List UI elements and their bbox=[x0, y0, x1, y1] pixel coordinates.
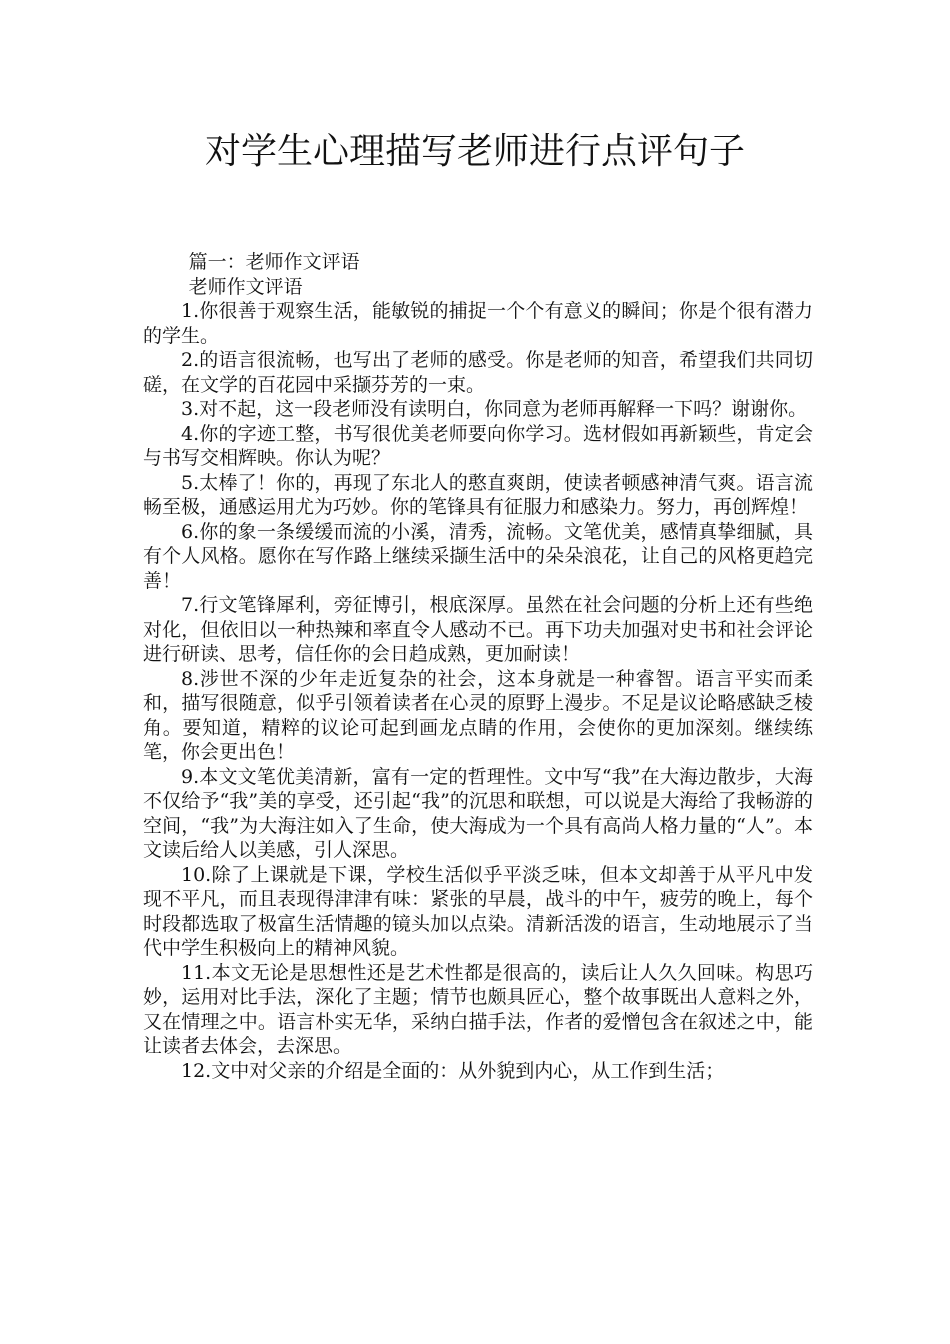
comment-paragraph-11: 11.本文无论是思想性还是艺术性都是很高的，读后让人久久回味。构思巧妙，运用对比手法，深化了主题；情节也颇具匠心，整个故事既出人意料之外，又在情理之中。语言朴实无华，采纳白描手法，作者的爱憎包含在叙述之中，能让读者去体会，去深思。 bbox=[143, 961, 813, 1057]
comment-paragraph-4: 4.你的字迹工整，书写很优美老师要向你学习。选材假如再新颖些，肯定会与书写交相辉映。你认为呢？ bbox=[143, 422, 813, 469]
document-title: 对学生心理描写老师进行点评句子 bbox=[204, 131, 745, 172]
comment-paragraph-7: 7.行文笔锋犀利，旁征博引，根底深厚。虽然在社会问题的分析上还有些绝对化，但依旧以一种热辣和率直令人感动不已。再下功夫加强对史书和社会评论进行研读、思考，信任你的会日趋成熟，更加耐读！ bbox=[143, 594, 813, 665]
comment-paragraph-12: 12.文中对父亲的介绍是全面的：从外貌到内心，从工作到生活； bbox=[181, 1059, 725, 1082]
comment-paragraph-3: 3.对不起，这一段老师没有读明白，你同意为老师再解释一下吗？谢谢你。 bbox=[181, 398, 808, 420]
document-body bbox=[143, 250, 813, 1083]
comment-paragraph-2: 2.的语言很流畅，也写出了老师的感受。你是老师的知音，希望我们共同切磋，在文学的百花园中采撷芬芳的一束。 bbox=[143, 349, 813, 396]
comment-paragraph-5: 5.太棒了！你的，再现了东北人的憨直爽朗，使读者顿感神清气爽。语言流畅至极，通感运用尤为巧妙。你的笔锋具有征服力和感染力。努力，再创辉煌！ bbox=[143, 471, 813, 518]
comment-paragraph-1: 1.你很善于观察生活，能敏锐的捕捉一个个有意义的瞬间；你是个很有潜力的学生。 bbox=[143, 300, 813, 347]
comment-paragraph-8: 8.涉世不深的少年走近复杂的社会，这本身就是一种睿智。语言平实而柔和，描写很随意，似乎引领着读者在心灵的原野上漫步。不足是议论略感缺乏棱角。要知道，精粹的议论可起到画龙点睛的作用，会使你的更加深刻。继续练笔，你会更出色！ bbox=[143, 667, 813, 763]
section-heading: 篇一：老师作文评语 bbox=[188, 251, 360, 273]
comment-paragraph-9: 9.本文文笔优美清新，富有一定的哲理性。文中写“我”在大海边散步，大海不仅给予“我”美的享受，还引起“我”的沉思和联想，可以说是大海给了我畅游的空间，“我”为大海注如入了生命，使大海成为一个具有高尚人格力量的“人”。本文读后给人以美感，引人深思。 bbox=[143, 765, 813, 861]
comment-paragraph-6: 6.你的象一条缓缓而流的小溪，清秀，流畅。文笔优美，感情真挚细腻，具有个人风格。愿你在写作路上继续采撷生活中的朵朵浪花，让自己的风格更趋完善！ bbox=[143, 520, 813, 592]
subheading: 老师作文评语 bbox=[188, 275, 303, 298]
comment-paragraph-10: 10.除了上课就是下课，学校生活似乎平淡乏味，但本文却善于从平凡中发现不平凡，而且表现得津津有味：紧张的早晨，战斗的中午，疲劳的晚上，每个时段都选取了极富生活情趣的镜头加以点染。清新活泼的语言，生动地展示了当代中学生积极向上的精神风貌。 bbox=[143, 863, 813, 959]
